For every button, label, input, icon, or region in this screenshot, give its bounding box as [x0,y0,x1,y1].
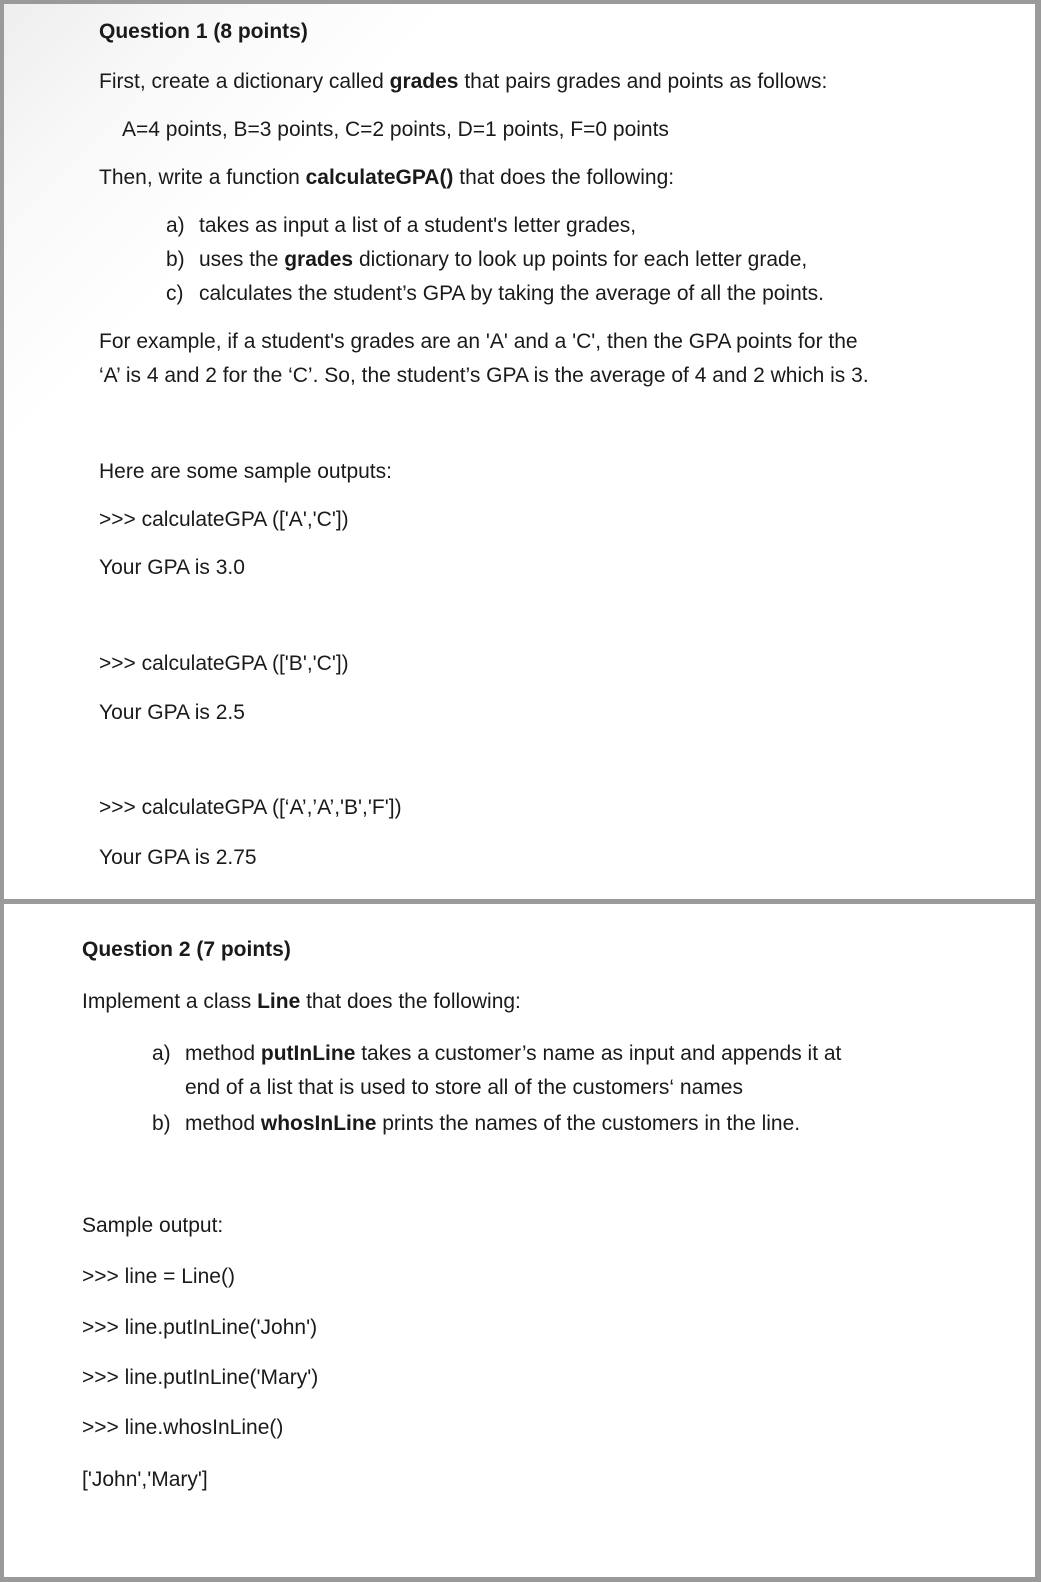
example-line-2: ‘A’ is 4 and 2 for the ‘C’. So, the student’s GPA is the average of 4 and 2 which is 3. [99,364,869,387]
points-definition: A=4 points, B=3 points, C=2 points, D=1 points, F=0 points [122,118,669,141]
sample-line-3: >>> line.putInLine('Mary') [82,1366,319,1389]
sample-line-4: >>> line.whosInLine() [82,1416,284,1439]
sample-output-intro: Sample output: [82,1214,224,1237]
question-2-intro: Implement a class Line that does the following: [82,990,521,1013]
question-2-panel [4,904,1035,1577]
sample-result-3: Your GPA is 2.75 [99,846,257,869]
question-1-intro: First, create a dictionary called grades that pairs grades and points as follows: [99,70,828,93]
sample-line-5: ['John','Mary'] [82,1468,208,1491]
list-item-a-continuation: end of a list that is used to store all of the customers‘ names [185,1076,743,1099]
question-1-then: Then, write a function calculateGPA() that does the following: [99,166,675,189]
question-1-panel [4,4,1035,899]
keyword-putinline: putInLine [260,1042,356,1065]
list-item-a: a) method putInLine takes a customer’s name as input and appends it at [152,1042,842,1065]
keyword-whosinline: whosInLine [260,1112,377,1135]
example-line-1: For example, if a student's grades are an 'A' and a 'C', then the GPA points for the [99,330,858,353]
sample-line-1: >>> line = Line() [82,1265,235,1288]
sample-call-1: >>> calculateGPA (['A','C']) [99,508,349,531]
list-item-a: a) takes as input a list of a student's letter grades, [166,214,637,237]
list-item-b: b) uses the grades dictionary to look up points for each letter grade, [166,248,808,271]
samples-intro: Here are some sample outputs: [99,460,392,483]
sample-result-2: Your GPA is 2.5 [99,701,245,724]
sample-call-2: >>> calculateGPA (['B','C']) [99,652,349,675]
list-item-c: c) calculates the student’s GPA by taking the average of all the points. [166,282,824,305]
keyword-calculategpa: calculateGPA() [305,166,454,189]
list-item-b: b) method whosInLine prints the names of the customers in the line. [152,1112,801,1135]
keyword-grades: grades [389,70,459,93]
sample-call-3: >>> calculateGPA ([‘A’,’A’,'B','F']) [99,796,402,819]
keyword-line: Line [257,990,301,1013]
sample-result-1: Your GPA is 3.0 [99,556,245,579]
sample-line-2: >>> line.putInLine('John') [82,1316,318,1339]
question-1-heading: Question 1 (8 points) [99,20,308,43]
question-2-heading: Question 2 (7 points) [82,938,291,961]
